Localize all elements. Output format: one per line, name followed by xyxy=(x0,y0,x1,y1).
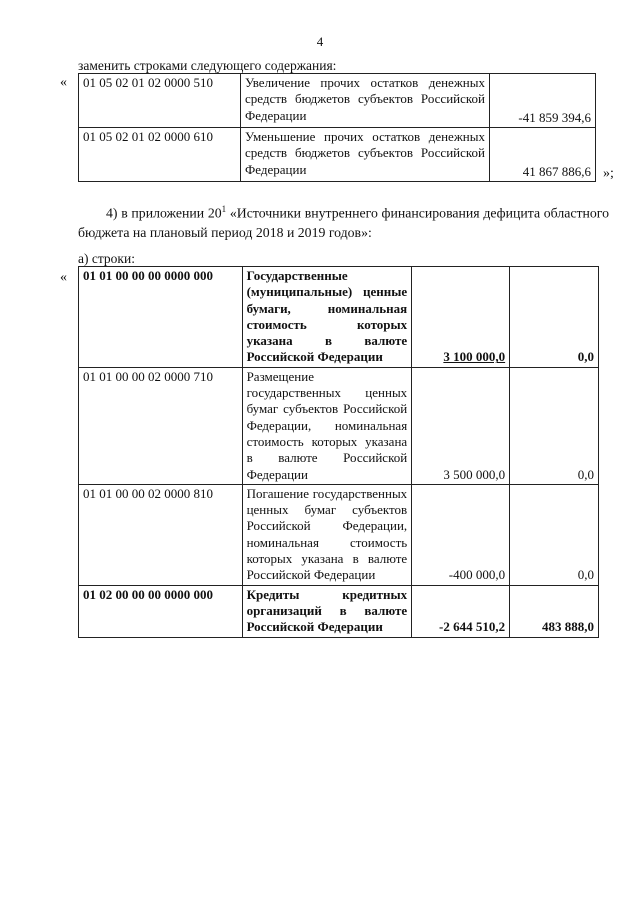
row-name: Кредиты кредитных организаций в валюте Российской Федерации xyxy=(242,585,412,637)
amendment-paragraph xyxy=(78,200,609,242)
opening-quote: « xyxy=(60,75,67,90)
intro-text: заменить строками следующего содержания: xyxy=(78,58,337,73)
budget-code: 01 01 00 00 02 0000 710 xyxy=(79,367,243,484)
table-row xyxy=(79,585,599,637)
closing-quote: »; xyxy=(603,166,614,181)
paragraph-prefix: 4) в приложении 20 xyxy=(106,205,222,221)
row-value: 41 867 886,6 xyxy=(490,128,596,182)
table-row xyxy=(79,484,599,585)
opening-quote: « xyxy=(60,270,67,285)
value-2019: 0,0 xyxy=(510,484,599,585)
sources-table xyxy=(78,266,599,638)
budget-code: 01 05 02 01 02 0000 610 xyxy=(79,128,241,182)
value-2018: -2 644 510,2 xyxy=(412,585,510,637)
row-name: Уменьшение прочих остатков денежных средств бюджетов субъектов Российской Федерации xyxy=(241,128,490,182)
value-2018: 3 500 000,0 xyxy=(412,367,510,484)
table-row xyxy=(79,367,599,484)
budget-code: 01 05 02 01 02 0000 510 xyxy=(79,74,241,128)
paragraph-text: «Источники внутреннего финансирования дефицита областного бюджета на плановый период 2018 и 2019 годов»: xyxy=(78,205,610,240)
table-row xyxy=(79,267,599,368)
value-2018-text: 3 100 000,0 xyxy=(443,349,506,365)
budget-code: 01 01 00 00 00 0000 000 xyxy=(79,267,243,368)
value-2019: 0,0 xyxy=(510,367,599,484)
budget-code: 01 02 00 00 00 0000 000 xyxy=(79,585,243,637)
budget-code: 01 01 00 00 02 0000 810 xyxy=(79,484,243,585)
paragraph-superscript: 1 xyxy=(221,204,227,214)
subpoint-a: а) строки: xyxy=(78,251,135,266)
value-2019: 483 888,0 xyxy=(510,585,599,637)
table-row xyxy=(79,128,596,182)
value-2018: -400 000,0 xyxy=(412,484,510,585)
page-number: 4 xyxy=(316,34,324,49)
row-name: Увеличение прочих остатков денежных средств бюджетов субъектов Российской Федерации xyxy=(241,74,490,128)
row-value: -41 859 394,6 xyxy=(490,74,596,128)
replacement-table xyxy=(78,73,596,182)
row-name: Погашение государственных ценных бумаг субъектов Российской Федерации, номинальная стоимость которых указана в валюте Российской Федерации xyxy=(242,484,412,585)
row-name: Размещение государственных ценных бумаг субъектов Российской Федерации, номинальная стоимость которых указана в валюте Российской Федерации xyxy=(242,367,412,484)
value-2019: 0,0 xyxy=(510,267,599,368)
row-name: Государственные (муниципальные) ценные бумаги, номинальная стоимость которых указана в валюте Российской Федерации xyxy=(242,267,412,368)
value-2018 xyxy=(412,267,510,368)
table-row xyxy=(79,74,596,128)
